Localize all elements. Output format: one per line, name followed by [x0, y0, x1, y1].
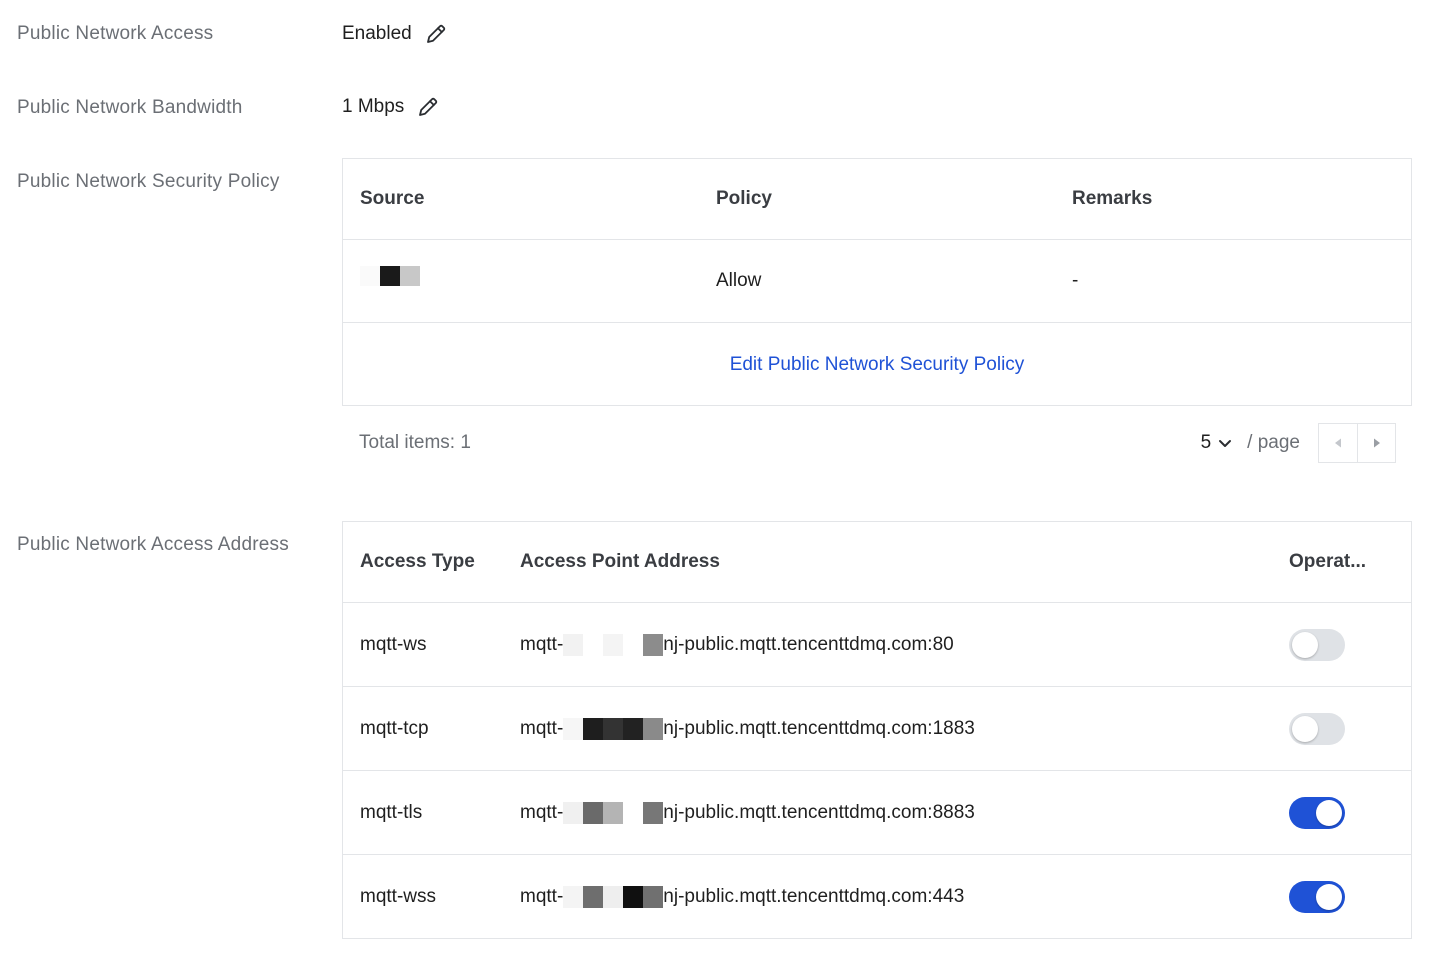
- table-row: [343, 687, 1411, 771]
- public-access-label: Public Network Access: [17, 23, 214, 44]
- edit-bandwidth-icon[interactable]: [416, 95, 440, 119]
- access-point-cell: [503, 718, 1289, 740]
- bandwidth-label: Public Network Bandwidth: [17, 97, 243, 118]
- pager-controls: [1201, 423, 1396, 463]
- edit-policy-row: [343, 323, 1411, 406]
- page-size-value: 5: [1200, 432, 1212, 453]
- access-type-cell: mqtt-ws: [360, 633, 427, 655]
- table-row: [343, 771, 1411, 855]
- access-toggle-mqtt-tcp[interactable]: [1289, 713, 1345, 745]
- column-header-policy: Policy: [716, 188, 772, 209]
- caret-right-icon: [1371, 437, 1383, 449]
- operation-cell: [1289, 713, 1411, 745]
- pagination: [342, 420, 1412, 466]
- table-header: [343, 159, 1411, 240]
- address-prefix: mqtt-: [520, 717, 564, 739]
- table-row: [343, 240, 1411, 323]
- access-address-label: Public Network Access Address: [17, 534, 289, 555]
- access-point-cell: [503, 634, 1289, 656]
- address-suffix: nj-public.mqtt.tencenttdmq.com:1883: [663, 717, 975, 739]
- access-toggle-mqtt-tls[interactable]: [1289, 797, 1345, 829]
- table-row: [343, 855, 1411, 939]
- masked-instance-id: [563, 886, 663, 908]
- chevron-down-icon: [1217, 435, 1233, 451]
- source-cell: [343, 270, 699, 292]
- column-header-access-type: Access Type: [360, 551, 475, 572]
- security-policy-table: [342, 158, 1412, 406]
- access-toggle-mqtt-ws[interactable]: [1289, 629, 1345, 661]
- caret-left-icon: [1332, 437, 1344, 449]
- address-prefix: mqtt-: [520, 886, 564, 907]
- toggle-knob: [1292, 716, 1318, 742]
- policy-cell: Allow: [716, 270, 762, 291]
- remarks-cell: -: [1072, 270, 1079, 291]
- edit-public-access-icon[interactable]: [424, 22, 448, 46]
- per-page-label: / page: [1247, 432, 1300, 453]
- toggle-knob: [1292, 632, 1318, 658]
- address-prefix: mqtt-: [520, 801, 564, 823]
- toggle-knob: [1316, 884, 1342, 910]
- access-point-cell: [503, 886, 1289, 908]
- masked-instance-id: [563, 718, 663, 740]
- operation-cell: [1289, 797, 1411, 829]
- edit-security-policy-link[interactable]: Edit Public Network Security Policy: [729, 353, 1025, 375]
- column-header-access-point: Access Point Address: [520, 551, 720, 572]
- bandwidth-value-row: [342, 95, 440, 119]
- public-access-value: Enabled: [342, 23, 412, 44]
- column-header-remarks: Remarks: [1072, 188, 1153, 209]
- access-point-cell: [503, 802, 1289, 824]
- operation-cell: [1289, 881, 1411, 913]
- pager-buttons: [1318, 423, 1396, 463]
- security-policy-label: Public Network Security Policy: [17, 171, 280, 192]
- masked-source-value: [360, 264, 420, 284]
- access-type-cell: mqtt-tls: [360, 801, 423, 823]
- address-suffix: nj-public.mqtt.tencenttdmq.com:443: [663, 886, 965, 907]
- column-header-source: Source: [360, 188, 425, 209]
- address-suffix: nj-public.mqtt.tencenttdmq.com:8883: [663, 801, 975, 823]
- table-header: [343, 522, 1411, 603]
- access-address-table: [342, 521, 1412, 939]
- access-toggle-mqtt-wss[interactable]: [1289, 881, 1345, 913]
- next-page-button[interactable]: [1357, 424, 1395, 462]
- total-items: Total items: 1: [359, 432, 471, 453]
- prev-page-button[interactable]: [1319, 424, 1357, 462]
- column-header-operation: Operat...: [1289, 551, 1367, 572]
- masked-instance-id: [563, 634, 663, 656]
- page-size-select[interactable]: [1201, 432, 1234, 454]
- address-suffix: nj-public.mqtt.tencenttdmq.com:80: [663, 633, 954, 655]
- address-prefix: mqtt-: [520, 633, 564, 655]
- table-row: [343, 603, 1411, 687]
- operation-cell: [1289, 629, 1411, 661]
- toggle-knob: [1316, 800, 1342, 826]
- access-type-cell: mqtt-wss: [360, 886, 436, 907]
- masked-instance-id: [563, 802, 663, 824]
- public-access-value-row: [342, 22, 448, 46]
- access-type-cell: mqtt-tcp: [360, 717, 429, 739]
- bandwidth-value: 1 Mbps: [342, 96, 405, 117]
